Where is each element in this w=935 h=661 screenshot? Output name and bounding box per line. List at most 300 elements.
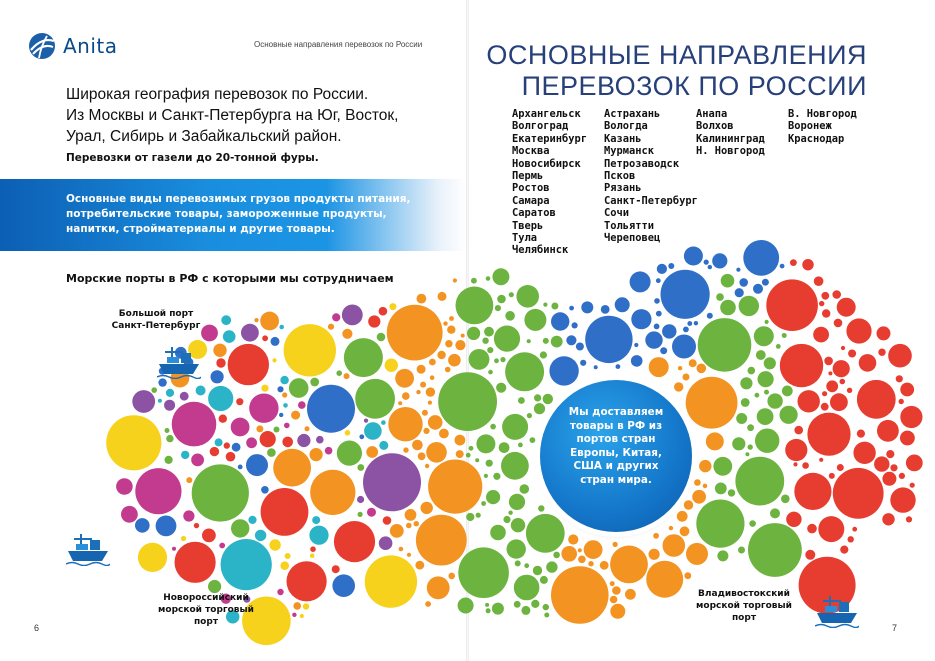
map-bubble <box>697 364 707 374</box>
map-bubble <box>310 470 355 515</box>
city: Калининград <box>696 132 765 145</box>
map-bubble <box>906 516 912 522</box>
city: Архангельск <box>512 108 581 120</box>
map-bubble <box>732 437 745 450</box>
map-bubble <box>448 573 455 580</box>
map-bubble <box>736 413 747 424</box>
map-bubble <box>692 490 706 504</box>
city: Самара <box>512 194 550 207</box>
map-bubble <box>669 526 673 530</box>
map-bubble <box>272 358 276 362</box>
map-bubble <box>743 240 779 276</box>
map-bubble <box>337 441 362 466</box>
city: Волхов <box>696 120 734 133</box>
city: Н. Новгород <box>696 145 765 158</box>
map-bubble <box>715 483 727 495</box>
map-bubble <box>423 428 429 434</box>
map-bubble <box>228 344 269 385</box>
map-bubble <box>256 425 263 432</box>
map-bubble <box>683 374 690 381</box>
map-bubble <box>271 337 280 346</box>
map-bubble <box>486 608 491 613</box>
map-bubble <box>514 601 521 608</box>
cargo-line-2: потребительские товары, замороженные продукты, <box>66 208 387 220</box>
map-bubble <box>689 359 697 367</box>
city: Москва <box>512 145 550 158</box>
cities-column-2 <box>604 108 698 244</box>
cargo-ship-icon <box>66 530 110 566</box>
map-bubble <box>487 347 493 353</box>
map-bubble <box>274 427 280 433</box>
map-bubble <box>425 601 431 607</box>
map-bubble <box>708 265 712 269</box>
map-bubble <box>824 357 833 366</box>
map-bubble <box>716 293 724 301</box>
map-bubble <box>672 335 696 359</box>
city: Волгоград <box>512 120 569 133</box>
map-bubble <box>310 546 316 552</box>
map-bubble <box>786 512 801 527</box>
map-bubble <box>830 393 848 411</box>
map-bubble <box>241 324 259 342</box>
city: Екатеринбург <box>512 132 588 145</box>
map-bubble <box>540 576 548 584</box>
map-bubble <box>738 547 745 554</box>
map-bubble <box>368 315 380 327</box>
bubble-line: стран мира. <box>580 473 652 486</box>
map-bubble <box>553 552 560 559</box>
map-bubble <box>476 434 495 453</box>
intro-line-2: Из Москвы и Санкт-Петербурга на Юг, Восток, <box>66 107 399 124</box>
map-bubble <box>818 516 844 542</box>
map-bubble <box>221 539 272 590</box>
map-bubble <box>486 276 491 281</box>
map-bubble <box>551 336 563 348</box>
map-bubble <box>428 401 432 405</box>
map-bubble <box>780 406 798 424</box>
map-bubble <box>284 324 336 376</box>
map-bubble <box>900 406 922 428</box>
map-bubble <box>654 298 660 304</box>
map-bubble <box>484 327 494 337</box>
map-bubble <box>615 297 630 312</box>
map-bubble <box>455 340 465 350</box>
map-bubble <box>694 479 701 486</box>
map-bubble <box>219 543 225 549</box>
map-bubble <box>135 468 181 514</box>
city: Петрозаводск <box>604 157 680 170</box>
port-label-line: Санкт-Петербург <box>111 321 201 331</box>
map-bubble <box>267 448 276 457</box>
bubble-line: Мы доставляем <box>568 406 664 418</box>
map-bubble <box>837 464 844 471</box>
map-bubble <box>584 540 603 559</box>
map-bubble <box>447 326 455 334</box>
map-bubble <box>781 495 790 504</box>
map-bubble <box>417 294 427 304</box>
cargo-ship-icon <box>157 343 201 379</box>
map-bubble <box>828 371 832 375</box>
map-bubble <box>833 468 884 519</box>
map-bubble <box>316 436 324 444</box>
map-bubble <box>277 386 283 392</box>
map-bubble <box>780 264 785 269</box>
map-bubble <box>364 419 368 423</box>
map-bubble <box>260 312 279 331</box>
map-bubble <box>668 263 674 269</box>
map-bubble <box>367 508 376 517</box>
map-bubble <box>414 521 419 526</box>
city: Челябинск <box>512 244 569 257</box>
city: Мурманск <box>604 145 655 158</box>
map-bubble <box>466 453 471 458</box>
map-bubble <box>551 566 609 624</box>
map-bubble <box>762 279 769 286</box>
map-bubble <box>661 270 710 319</box>
map-bubble <box>192 464 249 521</box>
map-bubble <box>687 321 692 326</box>
map-bubble <box>770 508 780 518</box>
map-bubble <box>613 542 618 547</box>
map-bubble <box>364 422 382 440</box>
map-bubble <box>430 375 435 380</box>
map-bubble <box>684 572 691 579</box>
map-bubble <box>580 360 586 366</box>
map-bubble <box>385 359 398 372</box>
map-bubble <box>412 440 423 451</box>
map-bubble <box>890 487 915 512</box>
map-bubble <box>246 454 268 476</box>
map-bubble <box>747 424 754 431</box>
map-bubble <box>631 309 651 329</box>
map-bubble <box>438 372 497 431</box>
map-bubble <box>310 378 319 387</box>
map-bubble <box>736 268 740 272</box>
map-bubble <box>678 366 682 370</box>
map-bubble <box>780 344 823 387</box>
map-bubble <box>657 264 667 274</box>
map-bubble <box>455 435 466 446</box>
map-bubble <box>332 574 355 597</box>
map-bubble <box>469 446 474 451</box>
map-bubble <box>467 327 480 340</box>
map-bubble <box>500 357 505 362</box>
map-bubble <box>819 458 823 462</box>
map-bubble <box>307 385 355 433</box>
map-bubble <box>514 575 540 601</box>
map-bubble <box>749 520 756 527</box>
map-bubble <box>249 394 278 423</box>
map-bubble <box>527 413 532 418</box>
map-bubble <box>882 472 896 486</box>
map-bubble <box>181 536 186 541</box>
map-bubble <box>516 285 539 308</box>
map-bubble <box>578 556 586 564</box>
map-bubble <box>223 330 236 343</box>
map-bubble <box>656 311 662 317</box>
map-bubble <box>713 457 732 476</box>
map-bubble <box>445 340 452 347</box>
map-bubble <box>210 447 219 456</box>
map-bubble <box>848 350 856 358</box>
map-bubble <box>403 447 408 452</box>
map-bubble <box>232 443 241 452</box>
cities-column-4 <box>788 108 857 145</box>
map-bubble <box>292 613 296 617</box>
map-bubble <box>456 450 464 458</box>
map-bubble <box>813 327 829 343</box>
map-bubble <box>706 432 724 450</box>
map-bubble <box>896 375 903 382</box>
map-bubble <box>502 414 528 440</box>
map-bubble <box>877 420 899 442</box>
map-bubble <box>287 561 327 601</box>
map-bubble <box>363 453 421 511</box>
map-bubble <box>181 451 189 459</box>
map-bubble <box>551 312 569 330</box>
city: Тверь <box>512 219 544 232</box>
map-bubble <box>261 385 268 392</box>
map-bubble <box>520 484 530 494</box>
map-bubble <box>748 367 756 375</box>
map-bubble <box>437 351 445 359</box>
map-bubble <box>649 549 660 560</box>
map-bubble <box>509 494 525 510</box>
map-bubble <box>416 390 420 394</box>
map-bubble <box>282 437 293 448</box>
map-bubble <box>821 292 829 300</box>
map-bubble <box>707 313 713 319</box>
map-bubble <box>649 357 669 377</box>
map-bubble <box>841 346 845 350</box>
map-bubble <box>426 442 447 463</box>
map-bubble <box>310 448 323 461</box>
map-bubble <box>755 393 760 398</box>
map-bubble <box>156 516 177 537</box>
map-bubble <box>534 394 541 401</box>
map-bubble <box>284 423 290 429</box>
page-number-right: 7 <box>892 623 898 633</box>
map-bubble <box>121 506 138 523</box>
city: В. Новгород <box>788 108 857 120</box>
map-bubble <box>289 378 309 398</box>
map-bubble <box>172 547 176 551</box>
map-bubble <box>344 373 350 379</box>
map-bubble <box>216 358 225 367</box>
map-bubble <box>686 377 738 429</box>
city: Тольятти <box>604 219 655 232</box>
map-bubble <box>518 443 523 448</box>
map-bubble <box>458 598 474 614</box>
city: Сочи <box>604 207 630 220</box>
port-label-spb <box>92 308 220 332</box>
map-bubble <box>334 521 375 562</box>
map-bubble <box>549 356 578 385</box>
title-line-1: ОСНОВНЫЕ НАПРАВЛЕНИЯ <box>486 40 867 70</box>
map-bubble <box>495 305 501 311</box>
map-bubble <box>518 397 525 404</box>
map-bubble <box>814 276 824 286</box>
map-bubble <box>821 403 829 411</box>
map-bubble <box>416 515 467 566</box>
map-bubble <box>475 458 479 462</box>
map-bubble <box>735 288 744 297</box>
cities-column-1 <box>512 108 587 257</box>
map-bubble <box>325 447 333 455</box>
map-bubble <box>756 350 766 360</box>
map-bubble <box>221 315 231 325</box>
map-bubble <box>505 352 544 391</box>
map-bubble <box>625 589 636 600</box>
map-bubble <box>328 324 334 330</box>
map-bubble <box>764 357 776 369</box>
map-bubble <box>578 548 582 552</box>
map-bubble <box>683 327 689 333</box>
map-bubble <box>497 295 506 304</box>
map-bubble <box>899 399 904 404</box>
map-bubble <box>677 511 688 522</box>
map-bubble <box>569 306 574 311</box>
map-bubble <box>106 415 161 470</box>
map-bubble <box>653 533 659 539</box>
map-bubble <box>422 410 428 416</box>
map-bubble <box>453 278 457 282</box>
map-bubble <box>165 428 170 433</box>
map-bubble <box>254 318 258 322</box>
map-bubble <box>543 394 553 404</box>
map-bubble <box>486 460 493 467</box>
map-bubble <box>490 424 496 430</box>
map-bubble <box>802 259 813 270</box>
bubble-line: Европы, Китая, <box>570 446 662 459</box>
map-bubble <box>568 534 578 544</box>
map-bubble <box>793 462 797 466</box>
bubble-line: портов стран <box>576 433 656 445</box>
map-bubble <box>358 512 363 517</box>
map-bubble <box>878 349 885 356</box>
map-bubble <box>782 333 787 338</box>
map-bubble <box>426 387 435 396</box>
city: Псков <box>604 170 636 183</box>
map-bubble <box>505 311 515 321</box>
map-bubble <box>186 477 192 483</box>
map-bubble <box>406 523 412 529</box>
port-label-line: морской торговый <box>158 605 254 615</box>
map-bubble <box>298 401 306 409</box>
map-bubble <box>630 271 651 292</box>
map-bubble <box>262 335 268 341</box>
map-bubble <box>511 518 525 532</box>
city: Ростов <box>512 182 550 195</box>
map-bubble <box>421 502 433 514</box>
map-bubble <box>418 452 426 460</box>
map-bubble <box>297 434 310 447</box>
map-bubble <box>757 408 774 425</box>
map-bubble <box>819 301 824 306</box>
map-bubble <box>417 365 426 374</box>
map-bubble <box>132 390 155 413</box>
map-bubble <box>224 442 230 448</box>
map-bubble <box>765 320 769 324</box>
map-bubble <box>226 452 236 462</box>
map-bubble <box>310 553 315 558</box>
map-bubble <box>524 563 529 568</box>
city: Пермь <box>512 170 544 183</box>
port-label-vladivostok <box>680 588 808 624</box>
map-bubble <box>847 388 852 393</box>
intro-line-1: Широкая география перевозок по России. <box>66 86 369 103</box>
delivery-bubble-text <box>553 406 679 487</box>
map-bubble <box>488 370 493 375</box>
city: Санкт-Петербург <box>604 194 698 207</box>
map-bubble <box>576 343 584 351</box>
map-bubble <box>283 403 288 408</box>
intro-subtext: Перевозки от газели до 20-тонной фуры. <box>66 152 319 164</box>
map-bubble <box>116 478 133 495</box>
map-bubble <box>466 513 474 521</box>
map-bubble <box>910 483 915 488</box>
map-bubble <box>476 513 481 518</box>
cargo-line-1: Основные виды перевозимых грузов продукты питания, <box>66 193 411 205</box>
map-bubble <box>293 602 301 610</box>
map-bubble <box>776 344 781 349</box>
map-bubble <box>531 600 539 608</box>
map-bubble <box>390 524 404 538</box>
map-bubble <box>461 334 465 338</box>
map-bubble <box>794 426 803 435</box>
map-bubble <box>439 429 449 439</box>
map-bubble <box>645 331 662 348</box>
map-bubble <box>231 519 249 537</box>
map-bubble <box>543 303 547 307</box>
map-bubble <box>515 560 521 566</box>
map-bubble <box>530 437 536 443</box>
map-bubble <box>342 305 363 326</box>
map-bubble <box>231 418 250 437</box>
map-bubble <box>782 386 793 397</box>
map-bubble <box>166 389 174 397</box>
map-bubble <box>521 606 530 615</box>
map-bubble <box>694 321 698 325</box>
city: Саратов <box>512 207 556 220</box>
header-subtitle: Основные направления перевозок по России <box>254 40 423 49</box>
map-bubble <box>748 523 802 577</box>
map-bubble <box>703 484 708 489</box>
map-bubble <box>425 464 429 468</box>
map-bubble <box>877 326 891 340</box>
map-bubble <box>822 391 827 396</box>
map-bubble <box>888 344 912 368</box>
map-bubble <box>832 290 841 299</box>
map-bubble <box>721 274 735 288</box>
map-bubble <box>534 403 545 414</box>
map-bubble <box>900 383 914 397</box>
map-bubble <box>357 464 364 471</box>
map-bubble <box>610 546 648 584</box>
map-bubble <box>158 399 162 403</box>
map-bubble <box>859 354 877 372</box>
map-bubble <box>728 489 735 496</box>
map-bubble <box>449 316 454 321</box>
map-bubble <box>753 284 763 294</box>
map-bubble <box>492 268 509 285</box>
map-bubble <box>634 343 638 347</box>
ports-heading: Морские порты в РФ с которыми мы сотрудничаем <box>66 272 394 285</box>
map-bubble <box>600 561 609 570</box>
map-bubble <box>255 530 266 541</box>
port-label-line: порт <box>193 617 219 627</box>
map-bubble <box>485 603 489 607</box>
